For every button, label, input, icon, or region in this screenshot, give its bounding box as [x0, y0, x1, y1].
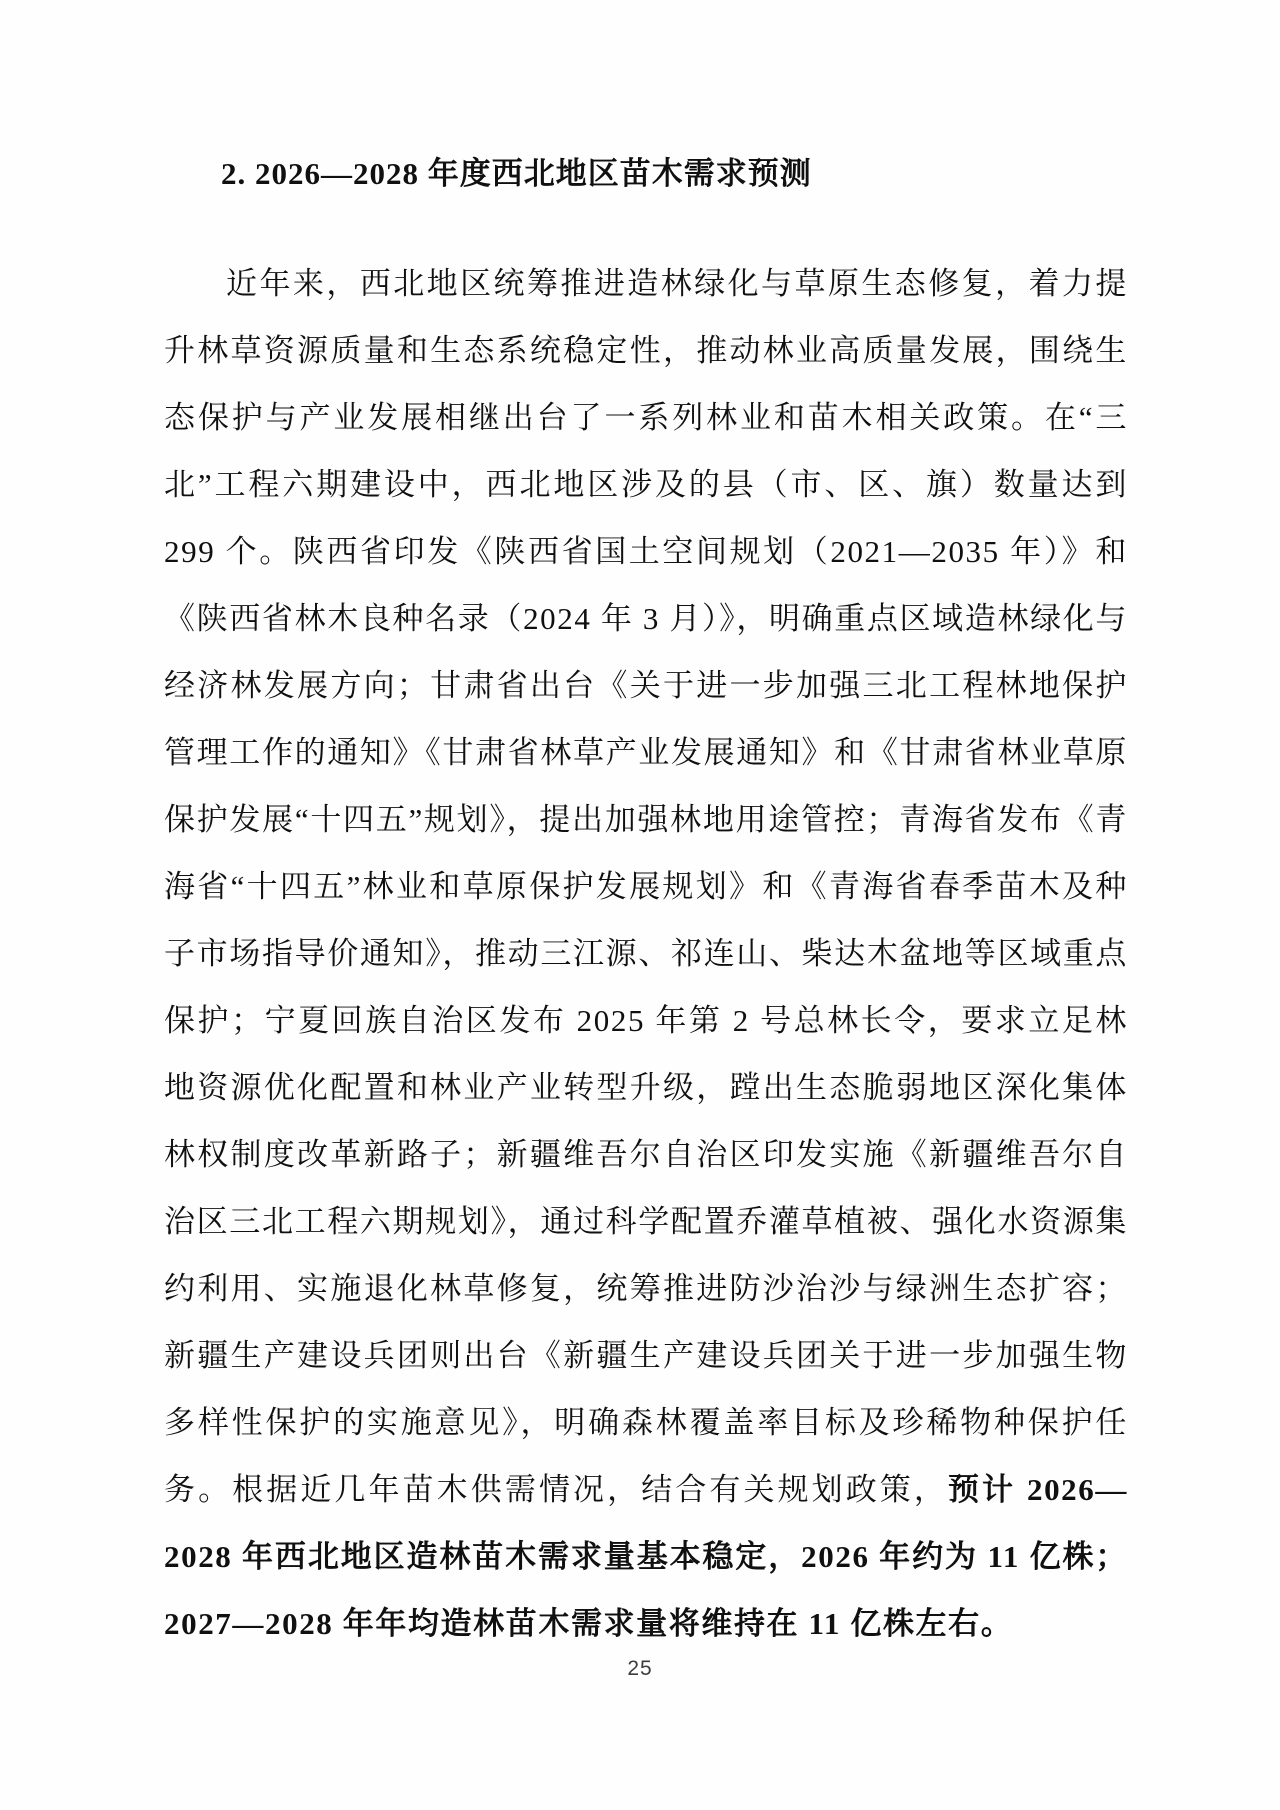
section-heading: 2. 2026—2028 年度西北地区苗木需求预测 [221, 156, 812, 191]
body-paragraph [164, 250, 1128, 1657]
page-number: 25 [627, 1657, 653, 1680]
paragraph-bold-forecast-text: 预计 2026—2028 年西北地区造林苗木需求量基本稳定，2026 年约为 11 亿株；2027—2028 年年均造林苗木需求量将维持在 11 亿株左右。 [164, 1472, 1128, 1641]
paragraph-text: 近年来，西北地区统筹推进造林绿化与草原生态修复，着力提升林草资源质量和生态系统稳定性，推动林业高质量发展，围绕生态保护与产业发展相继出台了一系列林业和苗木相关政策。在“三北”工程六期建设中，西北地区涉及的县（市、区、旗）数量达到 299 个。陕西省印发《陕西省国土空间规划（2021—2035 年）》和《陕西省林木良种名录（2024 年 3 月）》，明确重点区域造林绿化与经济林发展方向；甘肃省出台《关于进一步加强三北工程林地保护管理工作的通知》《甘肃省林草产业发展通知》和《甘肃省林业草原保护发展“十四五”规划》，提出加强林地用途管控；青海省发布《青海省“十四五”林业和草原保护发展规划》和《青海省春季苗木及种子市场指导价通知》，推动三江源、祁连山、柴达木盆地等区域重点保护；宁夏回族自治区发布 2025 年第 2 号总林长令，要求立足林地资源优化配置和林业产业转型升级，蹚出生态脆弱地区深化集体林权制度改革新路子；新疆维吾尔自治区印发实施《新疆维吾尔自治区三北工程六期规划》，通过科学配置乔灌草植被、强化水资源集约利用、实施退化林草修复，统筹推进防沙治沙与绿洲生态扩容；新疆生产建设兵团则出台《新疆生产建设兵团关于进一步加强生物多样性保护的实施意见》，明确森林覆盖率目标及珍稀物种保护任务。根据近几年苗木供需情况，结合有关规划政策， [164, 266, 1128, 1507]
